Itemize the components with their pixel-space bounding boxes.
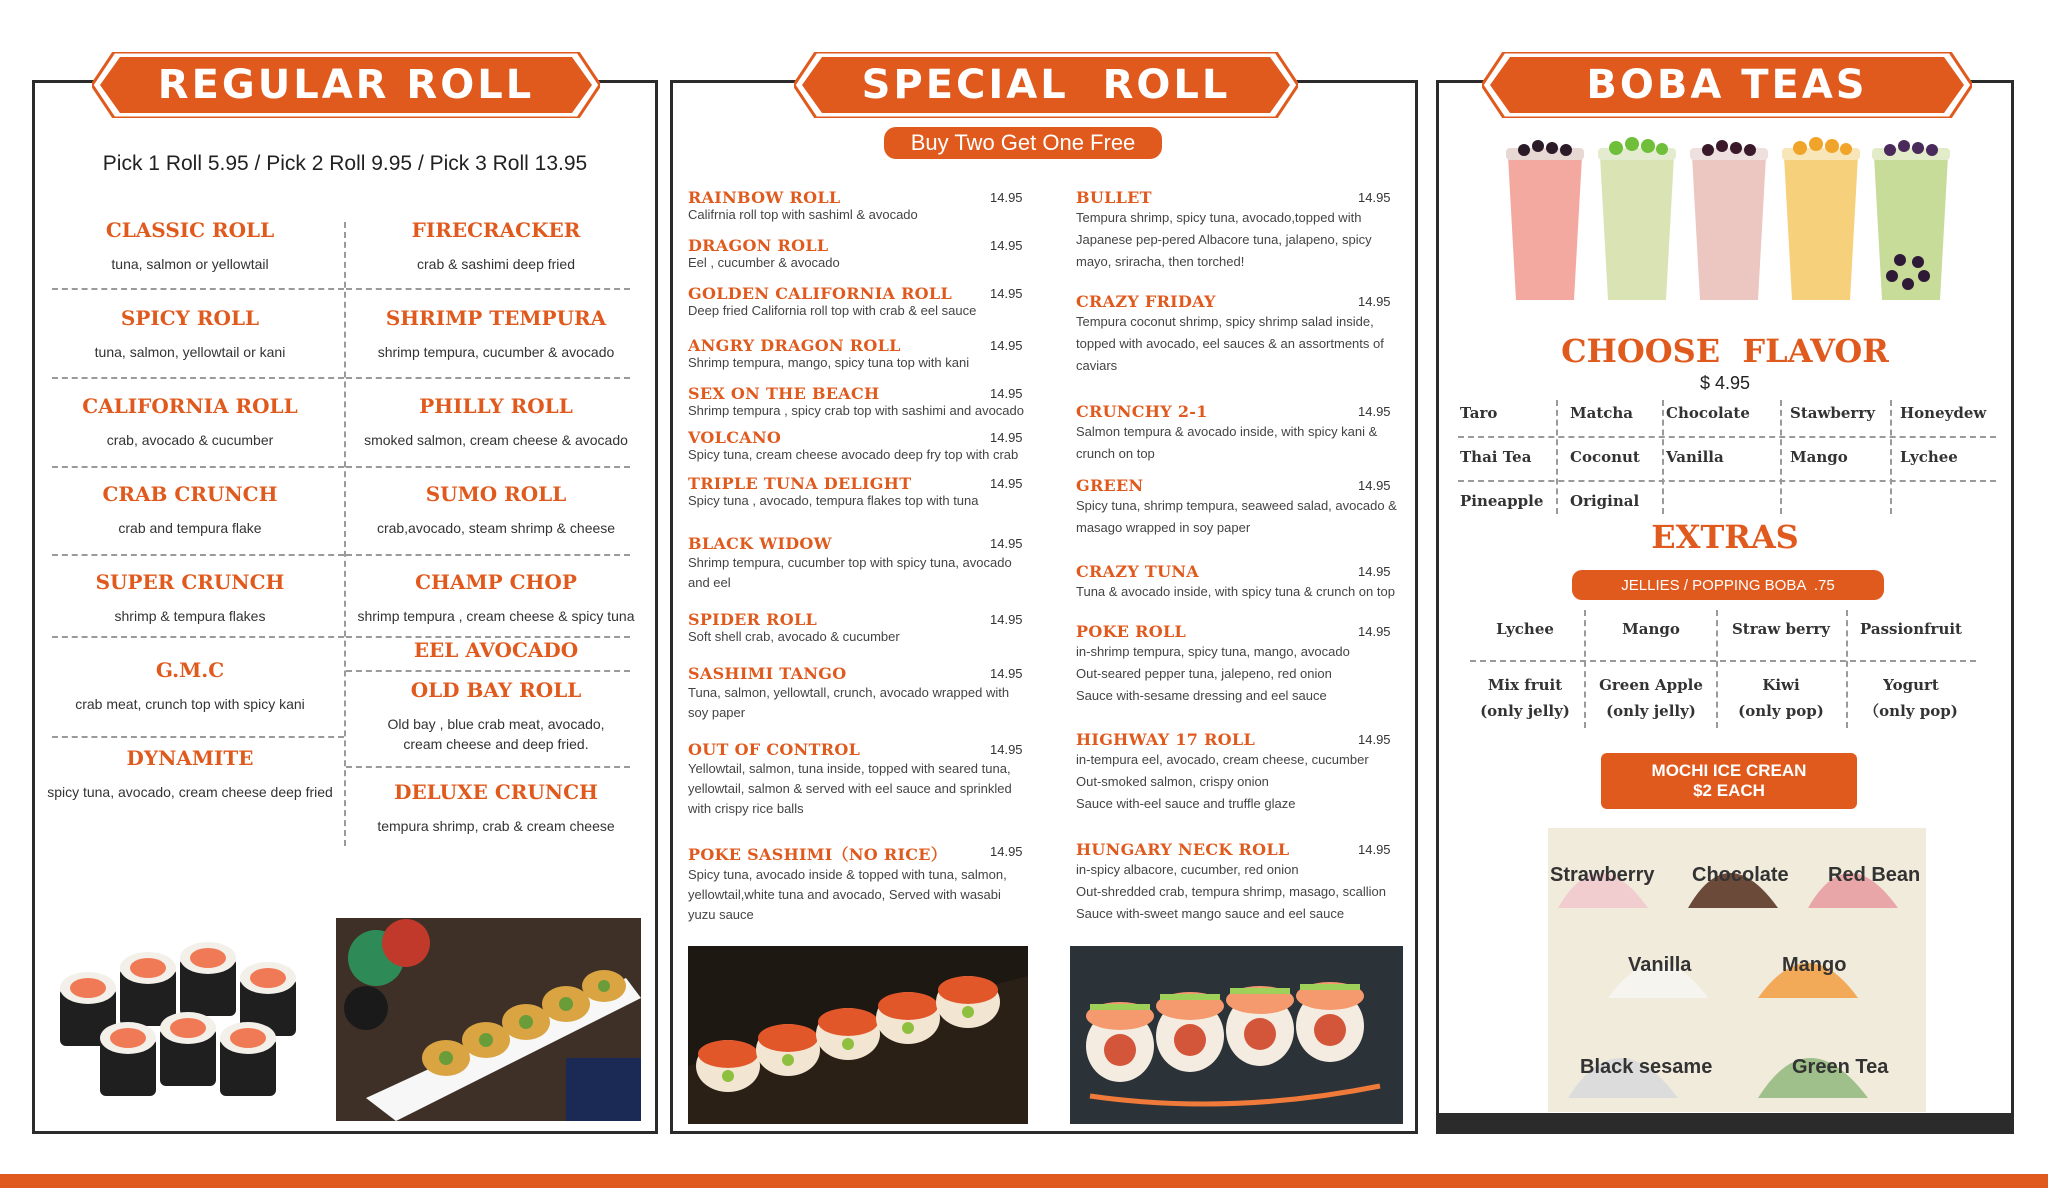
flavor-item: Thai Tea [1460,448,1532,466]
special-roll-desc: Salmon tempura & avocado inside, with spicy kani & [1076,424,1378,439]
special-roll-desc: Califrnia roll top with sashiml & avocado [688,207,918,222]
special-roll-item [1076,622,1414,707]
special-roll-item [688,428,1034,463]
extras-price-text: JELLIES / POPPING BOBA .75 [1621,576,1835,594]
special-roll-desc: and eel [688,575,731,590]
regular-roll-desc: smoked salmon, cream cheese & avocado [364,432,628,448]
row-divider [52,736,344,738]
special-roll-desc: caviars [1076,358,1118,373]
sushi-photo-platter [336,918,641,1121]
special-roll-desc: masago wrapped in soy paper [1076,520,1251,535]
special-roll-name: BLACK WIDOW [688,534,832,553]
extra-note: (only pop) [1738,702,1824,720]
regular-roll-item [40,658,340,712]
regular-roll-item [40,746,340,800]
regular-roll-item [40,394,340,448]
special-roll-desc: Spicy tuna , avocado, tempura flakes top with tuna [688,493,979,508]
extra-note: (only jelly) [1606,702,1696,720]
regular-roll-desc: Old bay , blue crab meat, avocado, [387,716,605,732]
row-divider [346,766,630,768]
promo-badge [884,127,1162,159]
special-roll-item [688,384,1034,419]
special-roll-desc: Sauce with-sweet mango sauce and eel sauce [1076,906,1345,921]
flavor-item: Vanilla [1666,448,1724,466]
special-roll-title: SPECIAL ROLL [861,62,1231,108]
regular-roll-name: SPICY ROLL [120,306,260,330]
special-roll-desc: with crispy rice balls [688,801,804,816]
row-divider [346,554,630,556]
boba-title: BOBA TEAS [1586,62,1868,108]
regular-roll-name: CRAB CRUNCH [102,482,278,506]
regular-roll-desc: crab and tempura flake [118,520,262,536]
row-divider [346,636,630,638]
regular-roll-desc: shrimp & tempura flakes [114,608,266,624]
special-roll-desc: Spicy tuna, avocado inside & topped with tuna, salmon, [688,867,1007,882]
flavor-item: Honeydew [1900,404,1987,422]
special-roll-item [1076,840,1414,925]
row-divider [52,636,344,638]
regular-roll-desc: tuna, salmon, yellowtail or kani [94,344,286,360]
promo-text: Buy Two Get One Free [910,130,1136,155]
mochi-title: MOCHI ICE CREAN [1651,761,1807,780]
special-roll-item [688,534,1034,593]
special-roll-desc: Spicy tuna, shrimp tempura, seaweed salad, avocado & [1076,498,1397,513]
special-roll-desc: Shrimp tempura, mango, spicy tuna top with kani [688,355,970,370]
extras-col-divider [1846,610,1848,728]
mochi-mango: Mango [1782,954,1847,976]
special-roll-item [688,664,1034,723]
special-roll-price: 14.95 [990,612,1023,627]
mochi-badge [1601,753,1857,809]
regular-roll-name: SUMO ROLL [425,482,567,506]
regular-roll-item [346,638,646,662]
special-roll-desc: Out-seared pepper tuna, jalepeno, red onion [1076,666,1332,681]
extras-col-divider [1584,610,1586,728]
regular-roll-name: CHAMP CHOP [415,570,577,594]
special-roll-name: ANGRY DRAGON ROLL [688,336,901,355]
special-roll-item [688,188,1034,223]
special-roll-name: HUNGARY NECK ROLL [1076,840,1290,859]
regular-roll-name: SUPER CRUNCH [95,570,285,594]
regular-roll-desc: crab,avocado, steam shrimp & cheese [376,520,616,536]
special-roll-price: 14.95 [990,430,1023,445]
special-roll-item [1076,292,1414,377]
extra-note: (only jelly) [1480,702,1570,720]
special-roll-price: 14.95 [990,844,1023,859]
extra-item [1846,672,1976,724]
regular-roll-name: G.M.C [155,658,225,682]
special-roll-name: OUT OF CONTROL [688,740,861,759]
mochi-vanilla: Vanilla [1628,954,1692,976]
extras-heading: EXTRAS [1651,518,1799,556]
special-roll-banner [794,52,1298,118]
mochi-red-bean: Red Bean [1828,864,1921,886]
special-roll-name: SEX ON THE BEACH [688,384,880,403]
extra-item [1460,672,1590,724]
mochi-strawberry: Strawberry [1550,864,1655,886]
special-roll-desc: Tempura shrimp, spicy tuna, avocado,topped with [1076,210,1362,225]
special-roll-name: VOLCANO [688,428,782,447]
flavor-col-divider [1780,400,1782,514]
special-roll-item [688,842,1034,925]
special-roll-desc: Out-shredded crab, tempura shrimp, masago, scallion [1076,884,1386,899]
extras-col-divider [1716,610,1718,728]
extra-item: Straw berry [1731,620,1831,638]
boba-panel-bottom-bar [1436,1116,2014,1134]
special-roll-price: 14.95 [1358,478,1391,493]
special-roll-name: RAINBOW ROLL [688,188,841,207]
special-roll-name: CRAZY FRIDAY [1076,292,1216,311]
special-roll-item [1076,188,1414,273]
special-roll-price: 14.95 [1358,564,1391,579]
mochi-green-tea: Green Tea [1792,1056,1889,1078]
special-roll-desc: Soft shell crab, avocado & cucumber [688,629,900,644]
special-photo-torched-roll [688,946,1028,1124]
regular-roll-banner [92,52,600,118]
extra-item: Lychee [1496,620,1554,638]
regular-roll-desc: shrimp tempura , cream cheese & spicy tuna [357,608,635,624]
special-roll-item [688,474,1034,509]
special-roll-name: SPIDER ROLL [688,610,818,629]
special-roll-item [688,610,1034,645]
regular-roll-item [346,306,646,360]
special-roll-price: 14.95 [1358,404,1391,419]
special-roll-desc: Deep fried California roll top with crab & eel sauce [688,303,977,318]
regular-roll-item [346,678,646,752]
mochi-chocolate: Chocolate [1692,864,1789,886]
special-roll-name: SASHIMI TANGO [688,664,847,683]
special-roll-item [688,336,1034,371]
mochi-black-sesame: Black sesame [1580,1056,1713,1078]
row-divider [346,466,630,468]
special-photo-salmon-roll [1070,946,1403,1124]
special-roll-item [1076,730,1414,815]
regular-roll-item [40,218,340,272]
flavor-item: Stawberry [1790,404,1875,422]
special-roll-desc: Yellowtail, salmon, tuna inside, topped with seared tuna, [688,761,1011,776]
row-divider [52,554,344,556]
special-roll-price: 14.95 [990,338,1023,353]
special-roll-price: 14.95 [1358,190,1391,205]
choose-flavor-heading: CHOOSE FLAVOR [1561,332,1889,370]
special-roll-name: POKE SASHIMI（NO RICE） [688,845,948,864]
extra-name: Green Apple [1599,676,1703,694]
regular-roll-desc: tuna, salmon or yellowtail [111,256,269,272]
special-roll-desc: yuzu sauce [688,907,754,922]
extras-price-badge [1572,570,1884,600]
special-roll-desc: Shrimp tempura, cucumber top with spicy tuna, avocado [688,555,1012,570]
regular-column-divider [344,222,346,846]
special-roll-item [688,284,1034,319]
special-roll-price: 14.95 [990,666,1023,681]
special-roll-item [688,740,1034,819]
special-roll-desc: Eel , cucumber & avocado [688,255,840,270]
row-divider [52,377,344,379]
special-roll-price: 14.95 [1358,624,1391,639]
special-roll-desc: Tuna, salmon, yellowtall, crunch, avocado wrapped with [688,685,1010,700]
flavor-item: Taro [1460,404,1498,422]
sushi-photo-salmon-maki [50,918,325,1118]
extra-name: Kiwi [1762,676,1800,694]
flavor-col-divider [1890,400,1892,514]
row-divider [52,466,344,468]
special-roll-desc: in-tempura eel, avocado, cream cheese, cucumber [1076,752,1369,767]
special-roll-price: 14.95 [1358,842,1391,857]
extra-item: Passionfruit [1860,620,1962,638]
special-roll-desc: in-shrimp tempura, spicy tuna, mango, avocado [1076,644,1350,659]
special-roll-item [688,236,1034,271]
special-roll-desc: Out-smoked salmon, crispy onion [1076,774,1269,789]
regular-roll-item [346,394,646,448]
boba-banner [1482,52,1972,118]
special-roll-price: 14.95 [990,742,1023,757]
special-roll-desc: Tuna & avocado inside, with spicy tuna & crunch on top [1076,584,1395,599]
regular-roll-desc: spicy tuna, avocado, cream cheese deep fried [47,784,333,800]
regular-roll-desc: shrimp tempura, cucumber & avocado [377,344,615,360]
flavor-item: Original [1570,492,1640,510]
flavor-col-divider [1556,400,1558,514]
extras-row-divider [1470,660,1976,662]
special-roll-desc: Sauce with-eel sauce and truffle glaze [1076,796,1296,811]
special-roll-desc: Shrimp tempura , spicy crab top with sashimi and avocado [688,403,1024,418]
special-roll-desc: yellowtail, salmon & served with eel sauce and sprinkled [688,781,1012,796]
special-roll-desc: in-spicy albacore, cucumber, red onion [1076,862,1299,877]
flavor-row-divider [1458,436,1996,438]
extra-note: （only pop) [1864,702,1958,720]
special-roll-desc: soy paper [688,705,746,720]
regular-roll-name: SHRIMP TEMPURA [385,306,607,330]
special-roll-desc: topped with avocado, eel sauces & an assortments of [1076,336,1384,351]
special-roll-price: 14.95 [1358,732,1391,747]
special-roll-desc: Spicy tuna, cream cheese avocado deep fry top with crab [688,447,1019,462]
boba-cup-icon [1506,137,1950,300]
flavor-col-divider [1662,400,1664,514]
flavor-item: Matcha [1570,404,1634,422]
regular-roll-item [346,780,646,834]
flavor-row-divider [1458,480,1996,482]
regular-roll-name: CALIFORNIA ROLL [82,394,298,418]
special-roll-name: GOLDEN CALIFORNIA ROLL [688,284,953,303]
regular-roll-item [40,482,340,536]
row-divider [52,288,344,290]
special-roll-price: 14.95 [990,536,1023,551]
special-roll-price: 14.95 [990,238,1023,253]
special-roll-name: BULLET [1076,188,1152,207]
flavor-item: Mango [1790,448,1848,466]
special-roll-desc: mayo, sriracha, then torched! [1076,254,1245,269]
flavor-item: Lychee [1900,448,1958,466]
regular-roll-item [346,218,646,272]
regular-roll-name: OLD BAY ROLL [410,678,582,702]
special-roll-name: GREEN [1076,476,1144,495]
regular-roll-item [40,306,340,360]
row-divider [346,288,630,290]
row-divider [346,670,630,672]
special-roll-item [1076,402,1414,465]
regular-roll-name: EEL AVOCADO [413,638,579,662]
special-roll-price: 14.95 [990,476,1023,491]
regular-roll-name: CLASSIC ROLL [105,218,275,242]
regular-roll-desc: tempura shrimp, crab & cream cheese [377,818,615,834]
extra-name: Mix fruit [1487,676,1563,694]
regular-roll-desc: cream cheese and deep fried. [403,736,589,752]
regular-roll-title: REGULAR ROLL [157,62,535,108]
regular-roll-desc: crab & sashimi deep fried [417,256,575,272]
special-roll-desc: Sauce with-sesame dressing and eel sauce [1076,688,1327,703]
regular-roll-desc: crab meat, crunch top with spicy kani [75,696,305,712]
regular-roll-name: PHILLY ROLL [419,394,573,418]
special-roll-price: 14.95 [990,190,1023,205]
regular-roll-item [346,570,646,624]
regular-pricing: Pick 1 Roll 5.95 / Pick 2 Roll 9.95 / Pick 3 Roll 13.95 [102,152,588,175]
flavor-item: Pineapple [1460,492,1544,510]
special-roll-name: TRIPLE TUNA DELIGHT [688,474,912,493]
flavor-item: Coconut [1570,448,1640,466]
special-roll-price: 14.95 [1358,294,1391,309]
regular-roll-item [40,570,340,624]
special-roll-name: HIGHWAY 17 ROLL [1076,730,1256,749]
regular-roll-name: FIRECRACKER [411,218,581,242]
mochi-price: $2 EACH [1693,781,1765,800]
special-roll-item [1076,562,1414,603]
mochi-photo [1548,828,1926,1112]
special-roll-desc: Japanese pep-pered Albacore tuna, jalapeno, spicy [1076,232,1372,247]
extra-item [1716,672,1846,724]
special-roll-desc: yellowtail,white tuna and avocado, Served with wasabi [688,887,1001,902]
boba-cups [1494,136,1964,306]
extra-item [1586,672,1716,724]
boba-price: $ 4.95 [1699,373,1751,393]
regular-roll-item [346,482,646,536]
special-roll-name: DRAGON ROLL [688,236,829,255]
row-divider [346,377,630,379]
flavor-item: Chocolate [1666,404,1750,422]
special-roll-name: CRAZY TUNA [1076,562,1200,581]
special-roll-desc: crunch on top [1076,446,1155,461]
regular-roll-name: DELUXE CRUNCH [394,780,598,804]
sushi-roll-icon [60,942,296,1096]
extra-name: Yogurt [1883,676,1939,694]
special-roll-price: 14.95 [990,386,1023,401]
special-roll-desc: Tempura coconut shrimp, spicy shrimp salad inside, [1076,314,1374,329]
special-roll-price: 14.95 [990,286,1023,301]
regular-roll-desc: crab, avocado & cucumber [106,432,274,448]
special-roll-name: POKE ROLL [1076,622,1187,641]
special-roll-name: CRUNCHY 2-1 [1076,402,1208,421]
extra-item: Mango [1622,620,1680,638]
regular-roll-name: DYNAMITE [126,746,254,770]
special-roll-item [1076,476,1414,539]
footer-bar [0,1174,2048,1188]
